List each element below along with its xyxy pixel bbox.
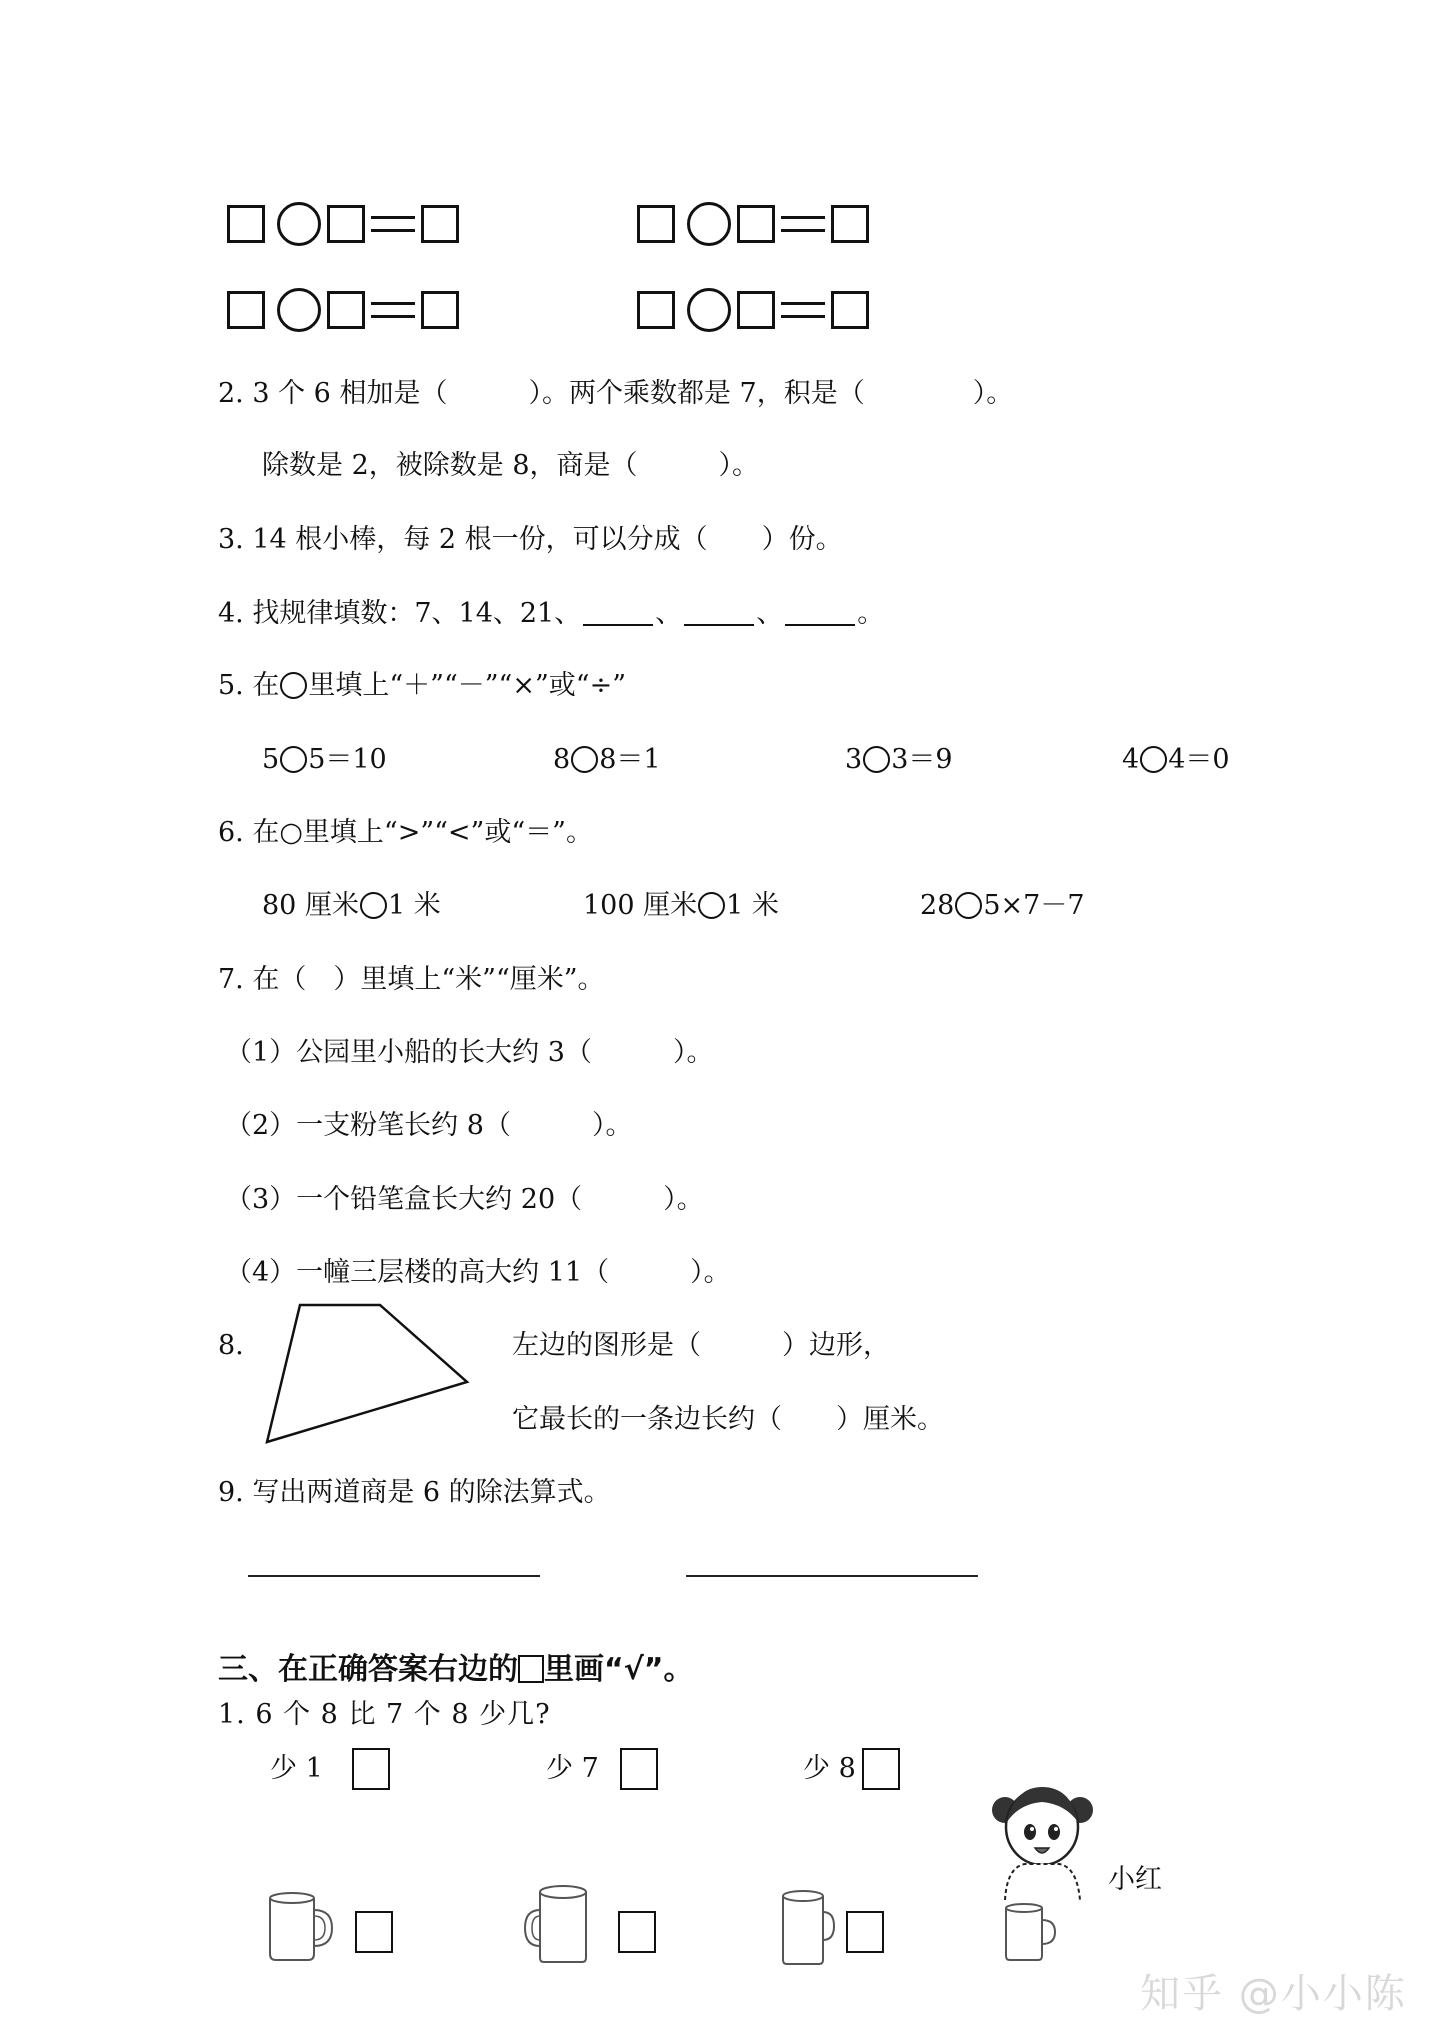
question-8-line-2: 它最长的一条边长约（ ）厘米。	[512, 1404, 944, 1435]
operator-circle[interactable]	[863, 746, 890, 773]
q6-item-2	[583, 888, 779, 924]
fill-blank-2[interactable]	[684, 596, 754, 626]
q7-item-4: （4）一幢三层楼的高大约 11（ ）。	[225, 1257, 731, 1288]
choice-label-1: 少 1	[270, 1753, 323, 1784]
right-expression: 3＝9	[891, 744, 953, 775]
cup-4-icon	[1000, 1900, 1060, 1965]
fill-blank-3[interactable]	[785, 596, 855, 626]
answer-line-2[interactable]	[686, 1575, 978, 1577]
equals-sign	[371, 300, 415, 320]
separator: 、	[655, 598, 683, 629]
cup-1-icon	[262, 1888, 337, 1963]
operator-circle[interactable]	[687, 202, 731, 246]
question-9: 9. 写出两道商是 6 的除法算式。	[218, 1477, 611, 1508]
q6-item-3	[920, 888, 1085, 924]
choice-checkbox-1[interactable]	[352, 1748, 390, 1790]
operator-circle[interactable]	[571, 746, 598, 773]
choice-checkbox-3[interactable]	[862, 1748, 900, 1790]
compare-circle[interactable]	[360, 892, 387, 919]
cup-2-icon	[522, 1882, 597, 1967]
question-5-post: 里填上“＋”“－”“×”或“÷”	[308, 670, 627, 701]
answer-box[interactable]	[831, 205, 869, 243]
answer-line-1[interactable]	[248, 1575, 540, 1577]
answer-box[interactable]	[421, 205, 459, 243]
left-operand: 5	[262, 744, 280, 775]
q7-item-3: （3）一个铅笔盒长大约 20（ ）。	[225, 1184, 704, 1215]
answer-box[interactable]	[327, 291, 365, 329]
operator-circle[interactable]	[1140, 746, 1167, 773]
question-4-end: 。	[857, 598, 885, 629]
cup-checkbox-2[interactable]	[618, 1911, 656, 1953]
left-operand: 4	[1122, 744, 1140, 775]
compare-circle[interactable]	[955, 892, 982, 919]
answer-box[interactable]	[737, 291, 775, 329]
operator-circle[interactable]	[277, 202, 321, 246]
question-7: 7. 在（ ）里填上“米”“厘米”。	[218, 964, 605, 995]
choice-label-2: 少 7	[546, 1753, 599, 1784]
right-expression: 5＝10	[308, 744, 387, 775]
checkbox-icon	[518, 1655, 544, 1683]
question-4	[218, 596, 884, 632]
equation-row-2-left	[227, 288, 459, 332]
answer-box[interactable]	[327, 205, 365, 243]
circle-icon	[280, 672, 307, 699]
cup-checkbox-3[interactable]	[846, 1911, 884, 1953]
question-5-pre: 5. 在	[218, 670, 280, 701]
question-3: 3. 14 根小棒，每 2 根一份，可以分成（ ）份。	[218, 524, 843, 555]
answer-box[interactable]	[831, 291, 869, 329]
question-5	[218, 668, 626, 704]
equation-row-1-right	[637, 202, 869, 246]
equals-sign	[781, 300, 825, 320]
q5-item-3	[845, 742, 953, 778]
section-3-question-1: 1. 6 个 8 比 7 个 8 少几?	[218, 1699, 551, 1730]
separator: 、	[756, 598, 784, 629]
answer-box[interactable]	[421, 291, 459, 329]
right-expression: 4＝0	[1168, 744, 1230, 775]
question-8-number: 8.	[218, 1330, 244, 1361]
equals-sign	[371, 214, 415, 234]
question-6: 6. 在○里填上“>”“<”或“＝”。	[218, 817, 593, 848]
q7-item-2: （2）一支粉笔长约 8（ ）。	[225, 1110, 633, 1141]
left-quantity: 100 厘米	[583, 890, 698, 921]
operator-circle[interactable]	[687, 288, 731, 332]
answer-box[interactable]	[637, 291, 675, 329]
left-quantity: 28	[920, 890, 955, 921]
q7-item-1: （1）公园里小船的长大约 3（ ）。	[225, 1037, 714, 1068]
girl-character-icon	[985, 1772, 1100, 1902]
q5-item-2	[553, 742, 661, 778]
q5-item-1	[262, 742, 387, 778]
operator-circle[interactable]	[277, 288, 321, 332]
equation-row-1-left	[227, 202, 459, 246]
choice-label-3: 少 8	[803, 1753, 856, 1784]
left-operand: 8	[553, 744, 571, 775]
question-2-line-2: 除数是 2，被除数是 8，商是（ ）。	[262, 450, 760, 481]
question-8-line-1: 左边的图形是（ ）边形，	[512, 1330, 890, 1361]
cup-checkbox-1[interactable]	[355, 1911, 393, 1953]
q6-item-1	[262, 888, 441, 924]
equals-sign	[781, 214, 825, 234]
section-3-heading	[218, 1644, 693, 1688]
operator-circle[interactable]	[280, 746, 307, 773]
question-4-prefix: 4. 找规律填数：7、14、21、	[218, 598, 582, 629]
right-expression: 8＝1	[599, 744, 661, 775]
section-3-heading-pre: 三、在正确答案右边的	[218, 1652, 518, 1687]
q5-item-4	[1122, 742, 1230, 778]
character-name: 小红	[1108, 1864, 1162, 1895]
right-quantity: 5×7－7	[983, 890, 1085, 921]
compare-circle[interactable]	[698, 892, 725, 919]
cup-3-icon	[777, 1886, 837, 1968]
left-operand: 3	[845, 744, 863, 775]
answer-box[interactable]	[637, 205, 675, 243]
choice-checkbox-2[interactable]	[620, 1748, 658, 1790]
right-quantity: 1 米	[387, 890, 441, 921]
equation-row-2-right	[637, 288, 869, 332]
quadrilateral-figure	[262, 1300, 482, 1450]
right-quantity: 1 米	[726, 890, 779, 921]
question-2-line-1: 2. 3 个 6 相加是（ ）。两个乘数都是 7，积是（ ）。	[218, 378, 1014, 409]
left-quantity: 80 厘米	[262, 890, 359, 921]
watermark: 知乎 @小小陈	[1140, 1971, 1407, 2017]
section-3-heading-post: 里画“√”。	[544, 1652, 694, 1687]
answer-box[interactable]	[227, 291, 265, 329]
answer-box[interactable]	[227, 205, 265, 243]
fill-blank-1[interactable]	[583, 596, 653, 626]
answer-box[interactable]	[737, 205, 775, 243]
